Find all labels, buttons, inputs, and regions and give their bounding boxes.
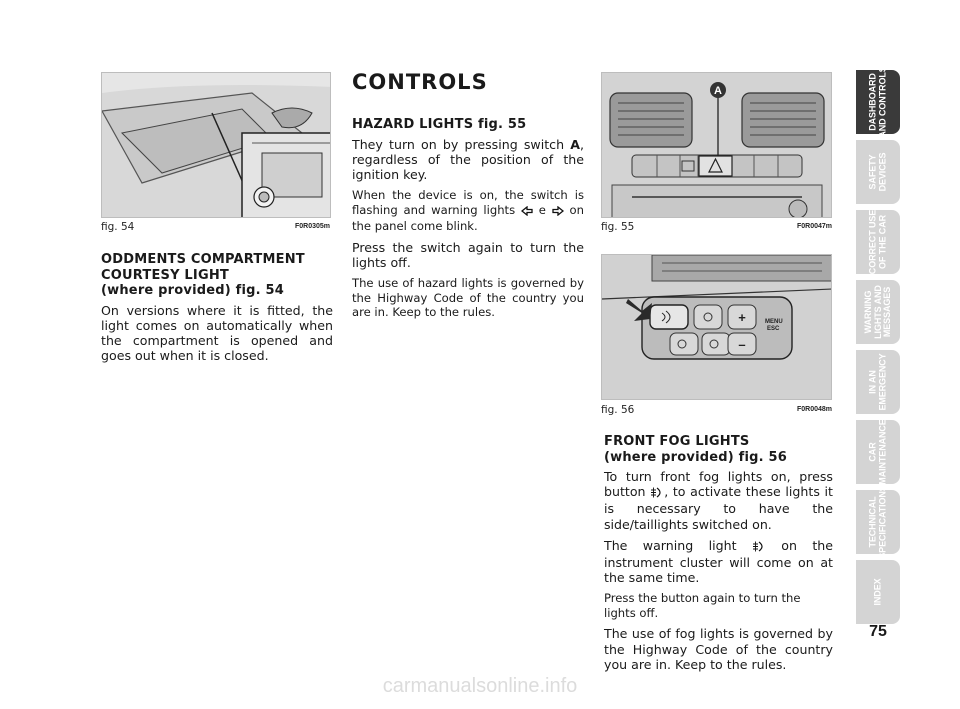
page-number: 75 — [869, 623, 887, 640]
fog-lights-heading: FRONT FOG LIGHTS (where provided) fig. 56 — [604, 434, 788, 465]
menu-label: MENU — [765, 319, 783, 325]
oddments-heading: ODDMENTS COMPARTMENT COURTESY LIGHT (where provided) fig. 54 — [101, 252, 305, 298]
fog-light-icon — [650, 486, 664, 501]
svg-text:–: – — [738, 337, 746, 352]
figure-54-image — [101, 72, 331, 218]
fog-paragraph-2: The warning light on the instrument cluster will come on at the same time. — [604, 537, 833, 586]
figure-56-caption: fig. 56 — [601, 404, 635, 416]
watermark: carmanualsonline.info — [382, 675, 578, 697]
glovebox-illustration — [102, 73, 331, 218]
figure-56-image — [601, 254, 832, 400]
turn-right-arrow-icon — [552, 205, 564, 220]
hazard-paragraph-2: When the device is on, the switch is flashing and warning lights e on the panel come blink. — [352, 188, 584, 234]
hazard-paragraph-4: The use of hazard lights is governed by the Highway Code of the country you are in. Keep to the rules. — [352, 276, 584, 320]
hazard-paragraph-3: Press the switch again to turn the lights off. — [352, 239, 584, 270]
left-column — [101, 252, 333, 369]
fog-paragraph-1: To turn front fog lights on, press button , to activate these lights it is necessary to have the side/taillights switched on. — [604, 469, 833, 532]
fog-paragraph-4: The use of fog lights is governed by the Highway Code of the country you are in. Keep to the rules. — [604, 626, 833, 672]
fog-light-switch-illustration — [602, 255, 832, 400]
svg-text:+: + — [738, 310, 746, 325]
tab-index[interactable]: INDEX — [856, 560, 900, 624]
turn-left-arrow-icon — [521, 205, 533, 220]
dashboard-vents-illustration — [602, 73, 832, 218]
hazard-paragraph-1: They turn on by pressing switch A, regardless of the position of the ignition key. — [352, 136, 584, 182]
tab-car-maintenance[interactable]: CAR MAINTENANCE — [856, 420, 900, 484]
figure-54-caption: fig. 54 — [101, 221, 135, 233]
fog-warning-light-icon — [752, 540, 766, 555]
fog-paragraph-3: Press the button again to turn the lights off. — [604, 591, 801, 620]
tab-technical-specifications[interactable]: TECHNICAL SPECIFICATIONS — [856, 490, 900, 554]
tab-warning-lights[interactable]: WARNING LIGHTS AND MESSAGES — [856, 280, 900, 344]
figure-55-image — [601, 72, 832, 218]
tab-safety-devices[interactable]: SAFETY DEVICES — [856, 140, 900, 204]
tab-in-an-emergency[interactable]: IN AN EMERGENCY — [856, 350, 900, 414]
tab-correct-use[interactable]: CORRECT USE OF THE CAR — [856, 210, 900, 274]
tab-dashboard-and-controls[interactable]: DASHBOARD AND CONTROLS — [856, 70, 900, 134]
oddments-paragraph: On versions where it is fitted, the light comes on automatically when the compartment is opened and goes out when it is closed. — [101, 302, 333, 364]
esc-label: ESC — [767, 326, 780, 332]
figure-55-caption: fig. 55 — [601, 221, 635, 233]
callout-a-label: A — [714, 85, 722, 97]
section-tabs — [856, 66, 900, 630]
page-title: CONTROLS — [352, 70, 488, 94]
figure-56-code: F0R0048m — [796, 406, 832, 413]
middle-column — [352, 117, 584, 326]
right-column — [604, 434, 833, 678]
hazard-heading: HAZARD LIGHTS fig. 55 — [352, 117, 527, 132]
figure-54-code: F0R0305m — [294, 223, 330, 230]
figure-55-code: F0R0047m — [796, 223, 832, 230]
